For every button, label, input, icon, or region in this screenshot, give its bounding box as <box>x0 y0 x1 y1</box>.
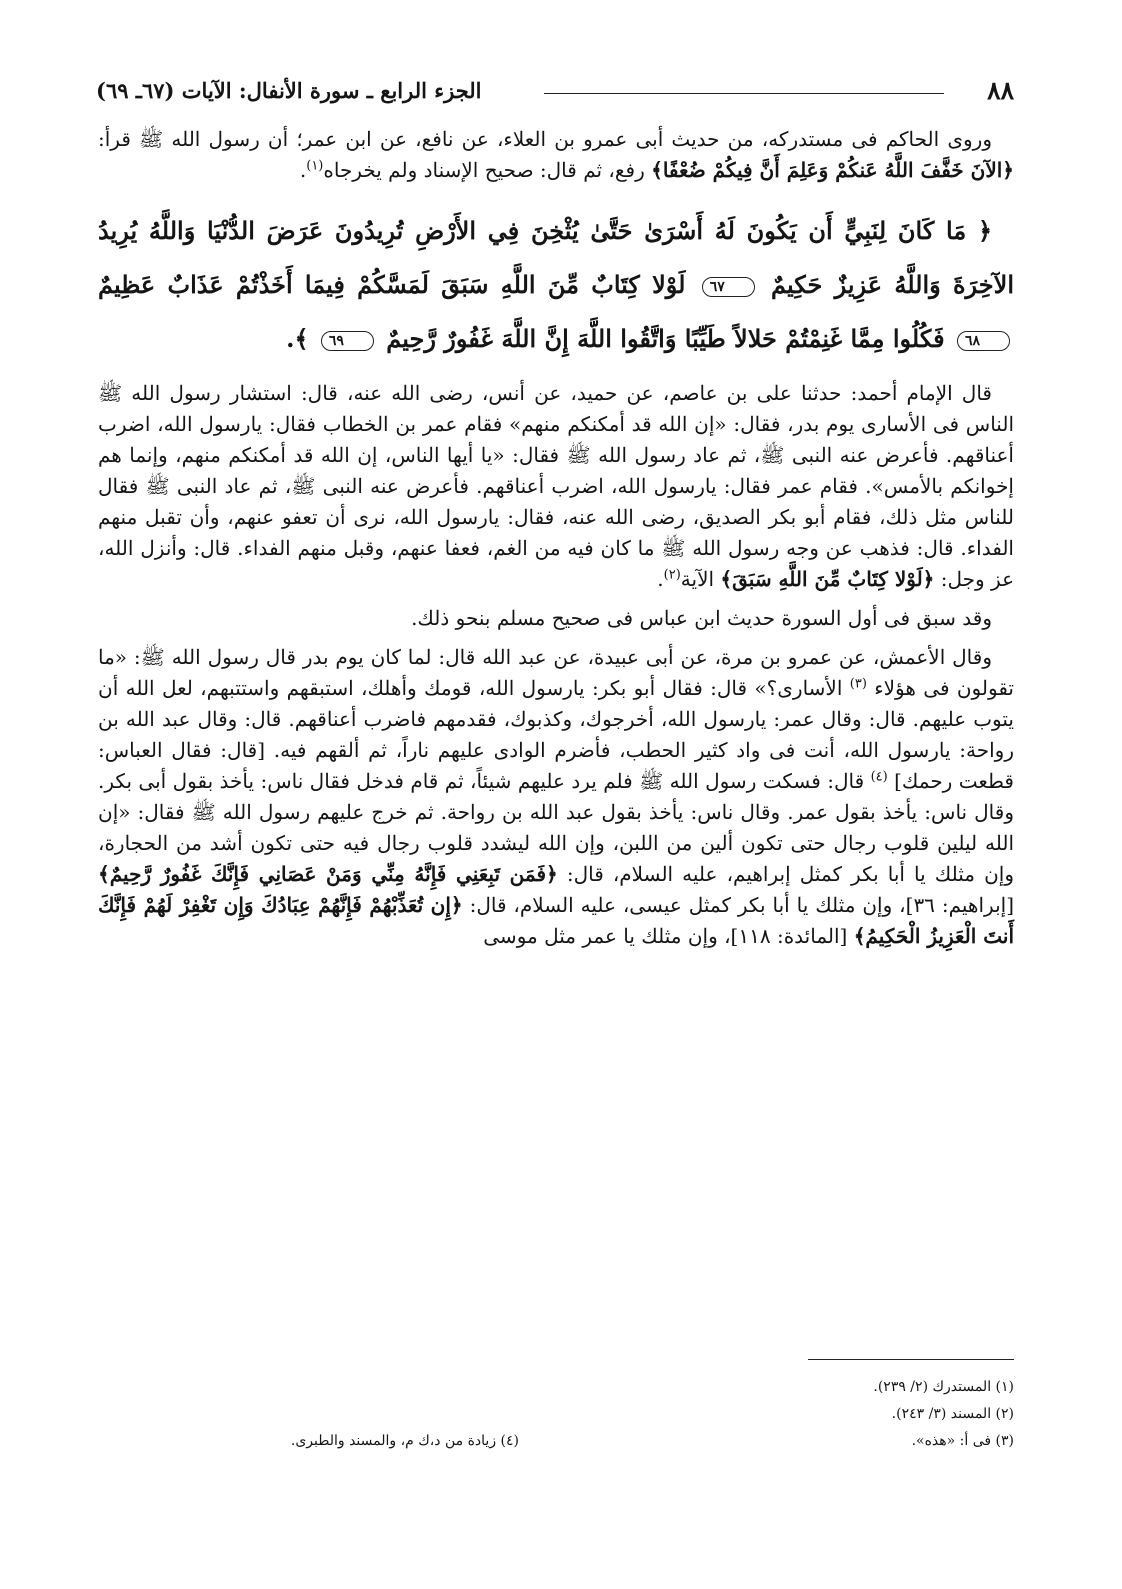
text-run: رفع، ثم قال: صحيح الإسناد ولم يخرجاه <box>323 158 652 182</box>
quran-quote: ﴿الآنَ خَفَّفَ اللَّهُ عَنكُمْ وَعَلِمَ أَنَّ فِيكُمْ ضُعْفًا﴾ <box>651 158 1014 182</box>
body-text <box>98 124 1014 952</box>
text-run: . <box>299 158 307 182</box>
text-run: [المائدة: ١١٨]، وإن مثلك يا عمر مثل موسى <box>483 924 854 948</box>
ayah-number-marker: ٦٧ <box>702 277 755 297</box>
text-run: الآية <box>680 567 721 591</box>
page-header <box>96 74 1014 110</box>
text-run: . <box>657 567 664 591</box>
footnote-1: (١) المستدرك (٢/ ٢٣٩). <box>873 1379 1014 1395</box>
quran-verse-block <box>98 204 1014 366</box>
page-number: ٨٨ <box>987 76 1014 105</box>
ayah-number-marker: ٦٩ <box>321 331 374 351</box>
text-run: وقال الأعمش، عن عمرو بن مرة، عن أبى عبيدة، عن عبد الله قال: لما كان يوم بدر قال رسول الله ﷺ: «ما تقولون فى هؤلاء <box>98 645 1014 700</box>
paragraph <box>98 378 1014 595</box>
text-run: وقد سبق فى أول السورة حديث ابن عباس فى صحيح مسلم بنحو ذلك. <box>411 606 992 630</box>
text-run: ﴾. <box>286 324 317 353</box>
footnote-row <box>98 1401 1014 1428</box>
quran-quote: ﴿فَمَن تَبِعَنِي فَإِنَّهُ مِنِّي وَمَنْ عَصَانِي فَإِنَّكَ غَفُورٌ رَّحِيمٌ﴾ <box>98 862 558 886</box>
footnotes <box>98 1374 1014 1455</box>
footnote-ref: (٣) <box>849 676 867 692</box>
footnote-ref: (١) <box>306 158 324 174</box>
quran-quote: ﴿إِن تُعَذِّبْهُمْ فَإِنَّهُمْ عِبَادُكَ وَإِن تَغْفِرْ لَهُمْ فَإِنَّكَ أَنتَ الْعَزِيزُ الْحَكِيمُ﴾ <box>98 893 1014 948</box>
text-run: قال الإمام أحمد: حدثنا على بن عاصم، عن حميد، عن أنس، رضى الله عنه، قال: استشار رسول الله ﷺ الناس فى الأسارى يوم بدر، فقال: «إن الله قد أمكنكم منهم» فقام عمر بن الخطاب فقال: يارسول الله، اضرب أعناقهم. فأعرض عنه النبى ﷺ، ثم عاد رسول الله ﷺ فقال: «يا أيها الناس، إن الله قد أمكنكم منهم، وإنما هم إخوانكم بالأمس». فقام عمر فقال: يارسول الله، اضرب أعناقهم. فأعرض عنه النبى ﷺ، ثم عاد النبى ﷺ فقال للناس مثل ذلك، فقام أبو بكر الصديق، رضى الله عنه، فقال: يارسول الله، نرى أن تعفو عنهم، وأن تقبل منهم الفداء. قال: فذهب عن وجه رسول الله ﷺ ما كان فيه من الغم، فعفا عنهم، وقبل منهم الفداء. قال: وأنزل الله، عز وجل: <box>98 381 1014 591</box>
text-run: قال: فسكت رسول الله ﷺ فلم يرد عليهم شيئاً، ثم قام فدخل فقال ناس: يأخذ بقول أبى بكر. وقال ناس: يأخذ بقول عمر. وقال ناس: يأخذ بقول عبد الله بن رواحة. ثم خرج عليهم رسول الله ﷺ فقال: «إن الله ليلين قلوب رجال حتى تكون ألين من اللبن، وإن الله ليشدد قلوب رجال فيه حتى تكون أشد من الحجارة، وإن مثلك يا أبا بكر كمثل إبراهيم، عليه السلام، قال: <box>98 769 1014 886</box>
ayah-number-marker: ٦٨ <box>957 331 1010 351</box>
running-title: الجزء الرابع ـ سورة الأنفال: الآيات (٦٧ـ ٦٩) <box>96 78 482 103</box>
text-run: الأسارى؟» قال: فقال أبو بكر: يارسول الله، قومك وأهلك، استبقهم واستتبهم، لعل الله أن يتوب عليهم. قال: وقال عمر: يارسول الله، أخرجوك، وكذبوك، فقدمهم فاضرب أعناقهم. قال: وقال عبد الله بن رواحة: يارسول الله، أنت فى واد كثير الحطب، فأضرم الوادى عليهم ناراً، ثم ألقهم فيه. [قال: فقال العباس: قطعت رحمك] <box>98 676 1014 793</box>
footnote-3: (٣) فى أ: «هذه». <box>911 1433 1014 1449</box>
footnote-row <box>98 1428 1014 1455</box>
text-run: [إبراهيم: ٣٦]، وإن مثلك يا أبا بكر كمثل عيسى، عليه السلام، قال: <box>462 893 1014 917</box>
footnote-ref: (٤) <box>870 769 888 785</box>
text-run: ﴿ مَا كَانَ لِنَبِيٍّ أَن يَكُونَ لَهُ أَسْرَىٰ حَتَّىٰ يُثْخِنَ فِي الأَرْضِ تُرِيدُونَ عَرَضَ الدُّنْيَا وَاللَّهُ يُرِيدُ الآخِرَةَ وَاللَّهُ عَزِيزٌ حَكِيمٌ <box>98 216 1014 299</box>
text-run: وروى الحاكم فى مستدركه، من حديث أبى عمرو بن العلاء، عن نافع، عن ابن عمر؛ أن رسول الله ﷺ قرأ: <box>98 127 992 151</box>
quran-quote: ﴿لَوْلا كِتَابٌ مِّنَ اللَّهِ سَبَقَ﴾ <box>720 567 935 591</box>
text-run: لَوْلا كِتَابٌ مِّنَ اللَّهِ سَبَقَ لَمَسَّكُمْ فِيمَا أَخَذْتُمْ عَذَابٌ عَظِيمٌ <box>98 270 698 299</box>
footnote-ref: (٢) <box>663 567 681 583</box>
footnote-separator <box>808 1359 1014 1360</box>
header-rule <box>544 93 944 94</box>
paragraph <box>98 642 1014 952</box>
footnote-2: (٢) المسند (٣/ ٢٤٣). <box>891 1406 1014 1422</box>
paragraph <box>98 124 1014 186</box>
footnote-4: (٤) زيادة من د،ك م، والمسند والطبرى. <box>290 1433 519 1449</box>
text-run: فَكُلُوا مِمَّا غَنِمْتُمْ حَلالاً طَيِّبًا وَاتَّقُوا اللَّهَ إِنَّ اللَّهَ غَفُورٌ رَّحِيمٌ <box>377 324 953 353</box>
footnote-row <box>98 1374 1014 1401</box>
paragraph <box>98 603 1014 634</box>
